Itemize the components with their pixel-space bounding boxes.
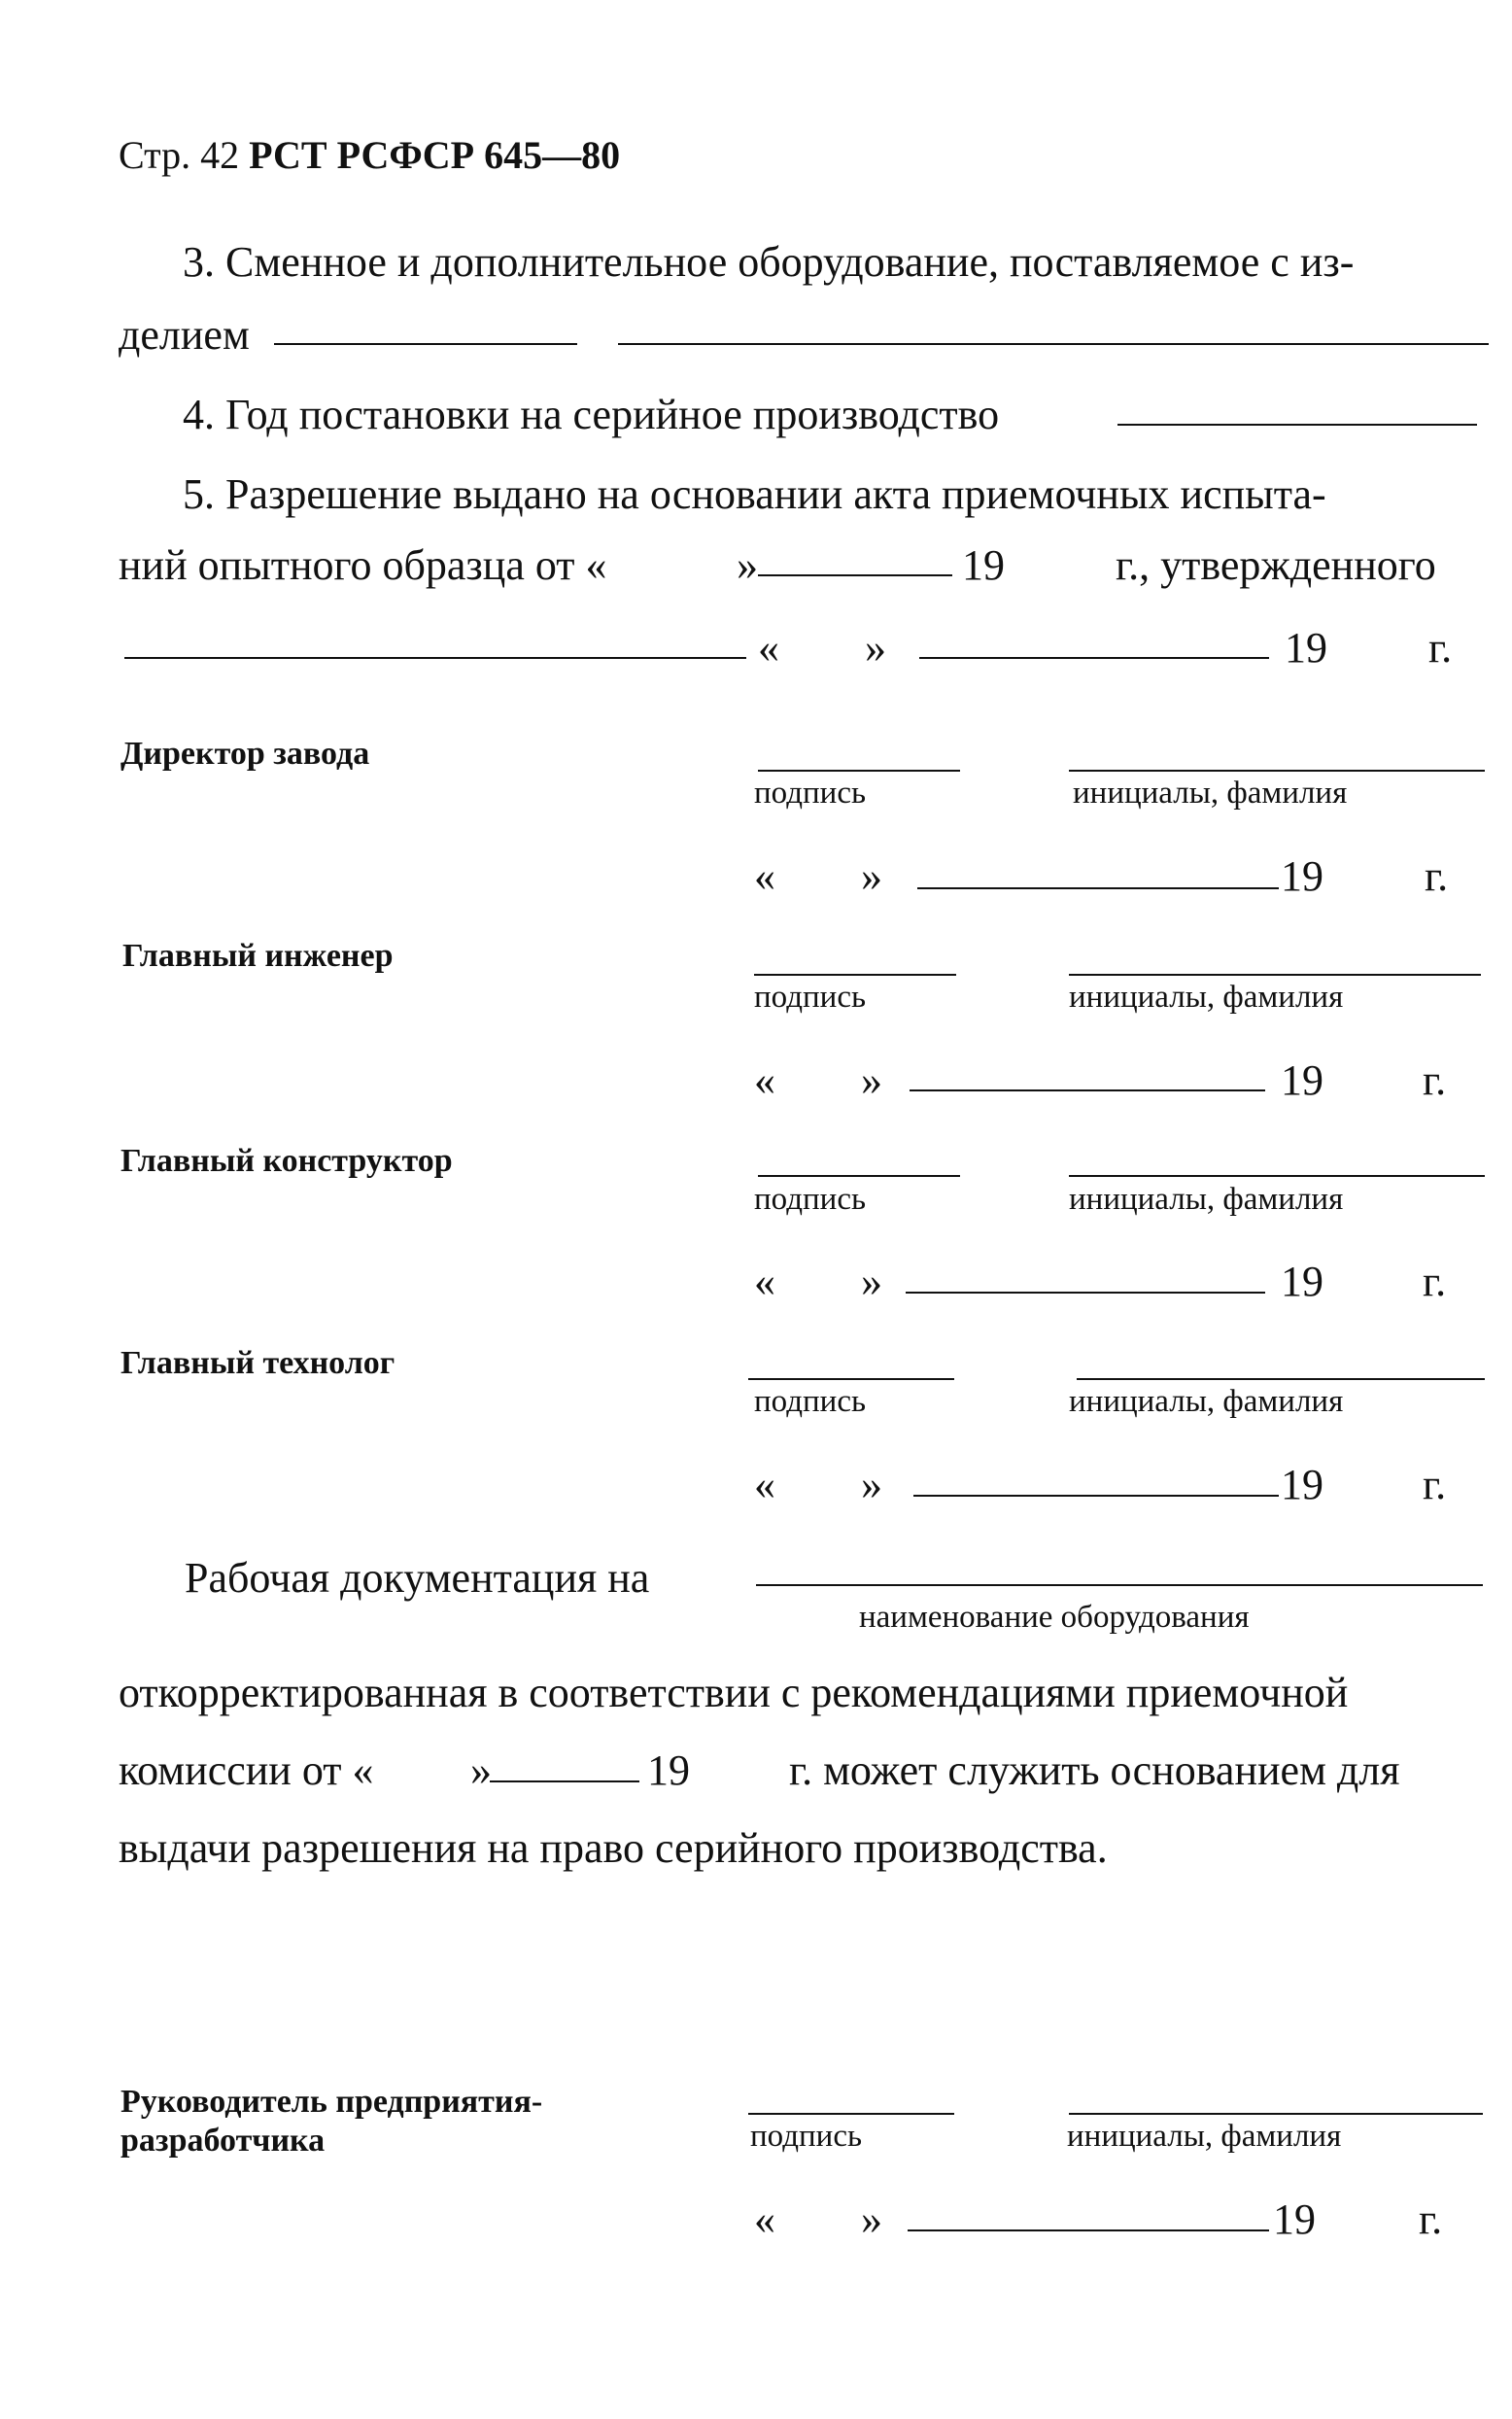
equipment-name-caption: наименование оборудования <box>859 1600 1250 1635</box>
role-director: Директор завода <box>120 736 370 772</box>
item5-year-suffix: г. <box>1428 624 1453 672</box>
item3-line2: делием <box>119 311 250 359</box>
date-blank[interactable] <box>910 1089 1265 1091</box>
item5-approver-blank[interactable] <box>124 657 746 659</box>
date-year: 19 <box>1281 1258 1323 1305</box>
equipment-name-blank[interactable] <box>756 1584 1483 1586</box>
name-caption: инициалы, фамилия <box>1073 776 1348 811</box>
signature-caption: подпись <box>754 1384 867 1419</box>
page-header <box>119 132 620 178</box>
name-caption: инициалы, фамилия <box>1069 1182 1344 1217</box>
item3-line1: 3. Сменное и дополнительное оборудование, поставляемое с из- <box>183 238 1355 286</box>
name-line[interactable] <box>1069 770 1485 772</box>
item5-date-blank[interactable] <box>758 574 952 576</box>
date-suffix: г. <box>1423 1056 1447 1104</box>
role-chief-designer: Главный конструктор <box>120 1143 453 1179</box>
signature-line[interactable] <box>758 1175 960 1177</box>
working-docs-intro: Рабочая документация на <box>185 1554 650 1602</box>
date-close: » <box>861 1056 882 1104</box>
name-caption: инициалы, фамилия <box>1069 980 1344 1015</box>
date-blank[interactable] <box>908 2229 1269 2231</box>
working-docs-line2-end: г. может служить основанием для <box>789 1746 1400 1794</box>
name-line[interactable] <box>1077 1378 1485 1380</box>
date-year: 19 <box>1281 1461 1323 1508</box>
date-blank[interactable] <box>917 887 1279 889</box>
name-caption: инициалы, фамилия <box>1069 1384 1344 1419</box>
role-head-of-enterprise-line2: разработчика <box>120 2123 326 2159</box>
date-close: » <box>861 852 882 900</box>
signature-caption: подпись <box>754 980 867 1015</box>
signature-caption: подпись <box>750 2119 863 2154</box>
date-suffix: г. <box>1425 852 1449 900</box>
item5-quote-close-2: » <box>865 624 886 672</box>
item5-year: 19 <box>962 541 1005 589</box>
date-open: « <box>754 1258 775 1305</box>
item5-line2-start: ний опытного образца от « <box>119 541 607 589</box>
item5-quote-open-2: « <box>758 624 779 672</box>
item5-year-2: 19 <box>1285 624 1327 672</box>
date-open: « <box>754 1056 775 1104</box>
name-line[interactable] <box>1069 2113 1483 2115</box>
signature-line[interactable] <box>748 2113 954 2115</box>
date-year: 19 <box>1281 1056 1323 1104</box>
item5-line1: 5. Разрешение выдано на основании акта приемочных испыта- <box>183 470 1326 518</box>
working-docs-line3: выдачи разрешения на право серийного производства. <box>119 1824 1108 1872</box>
signature-line[interactable] <box>754 974 956 976</box>
working-docs-quote-close: » <box>470 1746 492 1794</box>
date-suffix: г. <box>1423 1258 1447 1305</box>
date-close: » <box>861 1258 882 1305</box>
date-blank[interactable] <box>913 1495 1279 1497</box>
date-close: » <box>861 1461 882 1508</box>
standard-code: РСТ РСФСР 645—80 <box>249 133 621 177</box>
item5-quote-close: » <box>737 541 758 589</box>
date-year: 19 <box>1273 2195 1316 2243</box>
date-year: 19 <box>1281 852 1323 900</box>
date-open: « <box>754 2195 775 2243</box>
date-blank[interactable] <box>906 1292 1265 1294</box>
date-open: « <box>754 852 775 900</box>
role-head-of-enterprise-line1: Руководитель предприятия- <box>120 2084 543 2120</box>
working-docs-line2-start: комиссии от « <box>119 1746 374 1794</box>
date-close: » <box>861 2195 882 2243</box>
item5-date-blank-2[interactable] <box>919 657 1269 659</box>
item3-blank-2[interactable] <box>618 343 1489 345</box>
signature-caption: подпись <box>754 1182 867 1217</box>
name-line[interactable] <box>1069 1175 1485 1177</box>
signature-line[interactable] <box>748 1378 954 1380</box>
working-docs-line1: откорректированная в соответствии с рекомендациями приемочной <box>119 1669 1349 1716</box>
item5-line2-end: г., утвержденного <box>1116 541 1436 589</box>
item3-blank-1[interactable] <box>274 343 577 345</box>
role-chief-technologist: Главный технолог <box>120 1345 395 1381</box>
item4-blank[interactable] <box>1117 424 1477 426</box>
commission-date-blank[interactable] <box>490 1780 639 1782</box>
date-suffix: г. <box>1419 2195 1443 2243</box>
role-chief-engineer: Главный инженер <box>122 938 394 974</box>
working-docs-year: 19 <box>647 1746 690 1794</box>
signature-caption: подпись <box>754 776 867 811</box>
name-caption: инициалы, фамилия <box>1067 2119 1342 2154</box>
name-line[interactable] <box>1069 974 1481 976</box>
signature-line[interactable] <box>758 770 960 772</box>
date-suffix: г. <box>1423 1461 1447 1508</box>
item4-text: 4. Год постановки на серийное производство <box>183 391 1000 438</box>
page-number: Стр. 42 <box>119 133 240 177</box>
date-open: « <box>754 1461 775 1508</box>
